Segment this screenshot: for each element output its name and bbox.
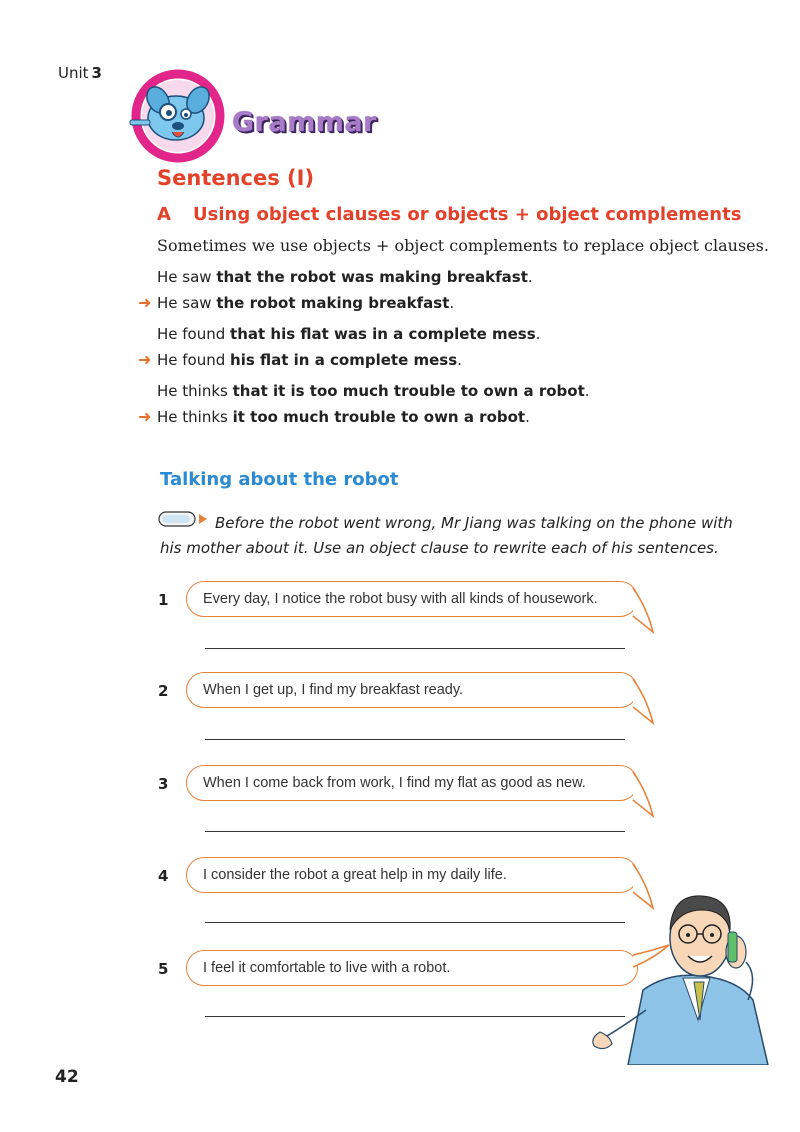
item-number-2: 2 [158, 682, 169, 700]
example-bold: the robot making breakfast [216, 294, 450, 312]
example-suffix: . [535, 325, 541, 343]
activity-instruction: Before the robot went wrong, Mr Jiang was talking on the phone with his mother about it. Use an object clause to rewrite each of his sentences. [160, 514, 733, 557]
bubble-text-5: I feel it comfortable to live with a robot. [203, 960, 451, 976]
example-sentence-1 [157, 268, 533, 286]
speech-bubble-1 [186, 581, 638, 617]
answer-line-5[interactable] [205, 1016, 625, 1017]
example-suffix: . [525, 408, 530, 426]
example-suffix: . [457, 351, 462, 369]
speech-bubble-4 [186, 857, 638, 893]
bubble-tail [633, 679, 657, 727]
arrow-icon: ➜ [138, 407, 152, 426]
bubble-tail [633, 588, 657, 636]
arrow-icon: ➜ [138, 350, 152, 369]
example-prefix: He found [157, 351, 231, 369]
section-letter: A [157, 204, 171, 225]
section-title: Grammar [232, 107, 377, 138]
bubble-tail [633, 772, 657, 820]
item-number-5: 5 [158, 960, 169, 978]
bubble-text-4: I consider the robot a great help in my daily life. [203, 867, 507, 883]
activity-heading: Talking about the robot [160, 469, 399, 490]
example-sentence-3 [157, 325, 540, 343]
example-suffix: . [584, 382, 590, 400]
example-prefix: He found [157, 325, 231, 343]
example-bold: that his flat was in a complete mess [230, 325, 536, 343]
example-suffix: . [527, 268, 533, 286]
grammar-mascot-icon [128, 64, 238, 164]
speech-bubble-2 [186, 672, 638, 708]
bubble-text-1: Every day, I notice the robot busy with all kinds of housework. [203, 591, 598, 607]
example-bold: his flat in a complete mess [230, 351, 458, 369]
intro-text: Sometimes we use objects + object complements to replace object clauses. [157, 236, 769, 255]
item-number-1: 1 [158, 591, 169, 609]
sentences-heading: Sentences (I) [157, 166, 315, 190]
speech-bubble-3 [186, 765, 638, 801]
example-sentence-4 [138, 350, 462, 369]
page-number: 42 [55, 1067, 79, 1087]
example-bold: that the robot was making breakfast [216, 268, 528, 286]
speech-bubble-5 [186, 950, 638, 986]
item-number-4: 4 [158, 867, 169, 885]
answer-line-3[interactable] [205, 831, 625, 832]
bubble-text-2: When I get up, I find my breakfast ready. [203, 682, 464, 698]
bubble-text-3: When I come back from work, I find my flat as good as new. [203, 775, 586, 791]
unit-label-text: Unit [58, 64, 89, 82]
answer-line-4[interactable] [205, 922, 625, 923]
man-on-phone-illustration [588, 880, 788, 1065]
example-suffix: . [449, 294, 455, 312]
answer-line-1[interactable] [205, 648, 625, 649]
example-prefix: He thinks [157, 408, 233, 426]
arrow-icon: ➜ [138, 293, 152, 312]
answer-line-2[interactable] [205, 739, 625, 740]
unit-number: 3 [91, 64, 102, 82]
section-a-heading [157, 204, 741, 225]
example-prefix: He thinks [157, 382, 233, 400]
unit-label [58, 64, 102, 82]
example-sentence-5 [157, 382, 590, 400]
example-sentence-6 [138, 407, 530, 426]
example-prefix: He saw [157, 268, 217, 286]
example-sentence-2 [138, 293, 455, 312]
example-bold: it too much trouble to own a robot [232, 408, 526, 426]
example-prefix: He saw [157, 294, 217, 312]
item-number-3: 3 [158, 775, 169, 793]
section-a-title: Using object clauses or objects + object complements [193, 204, 742, 225]
example-bold: that it is too much trouble to own a robot [232, 382, 585, 400]
